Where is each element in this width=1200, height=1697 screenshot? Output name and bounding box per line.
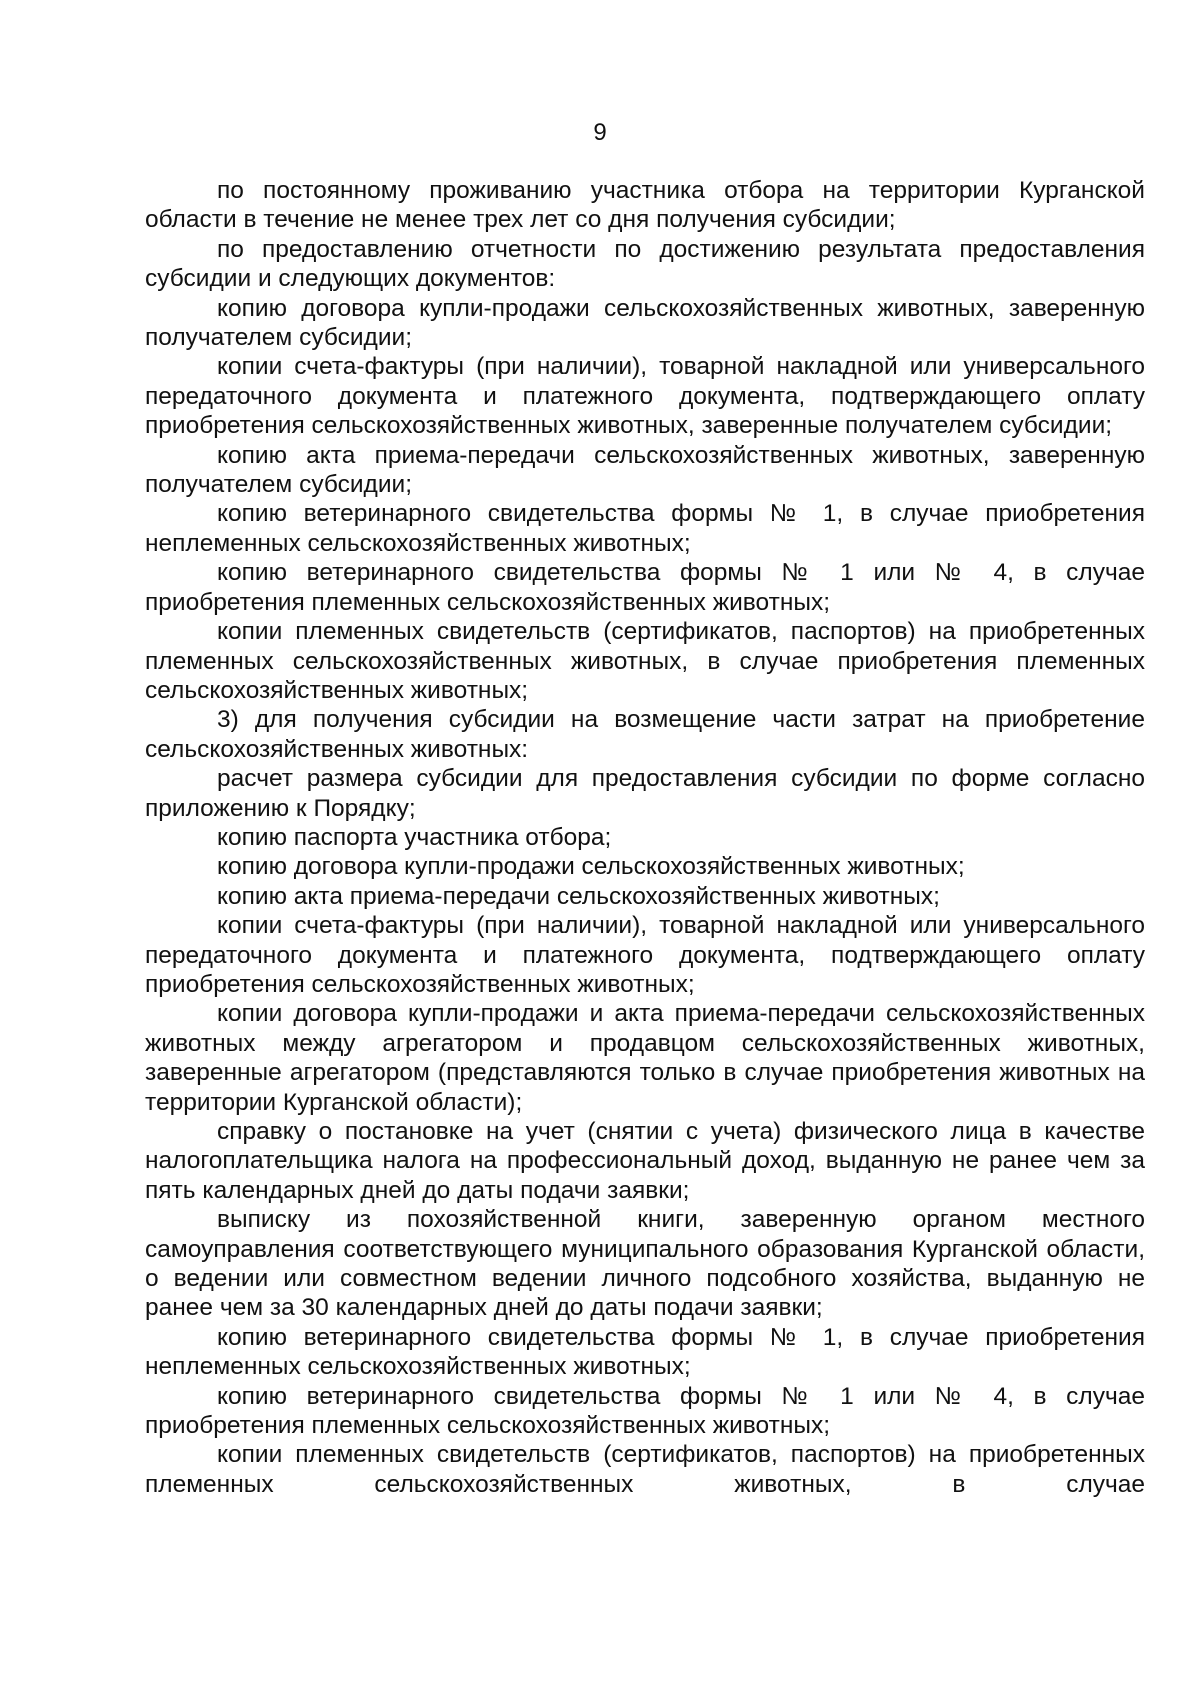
paragraph: копии племенных свидетельств (сертификатов, паспортов) на приобретенных племенных сельскохозяйственных животных, в случае приобретения племенных сельскохозяйственных животных; (145, 618, 1145, 704)
paragraph: справку о постановке на учет (снятии с учета) физического лица в качестве налогоплательщика налога на профессиональный доход, выданную не ранее чем за пять календарных дней до даты подачи заявки; (145, 1118, 1145, 1204)
paragraph: копию договора купли-продажи сельскохозяйственных животных, заверенную получателем субсидии; (145, 294, 1145, 352)
paragraph: копию ветеринарного свидетельства формы № 1, в случае приобретения неплеменных сельскохозяйственных животных; (145, 500, 1145, 557)
paragraph: копию ветеринарного свидетельства формы № 1, в случае приобретения неплеменных сельскохозяйственных животных; (145, 1323, 1145, 1381)
paragraph: копию договора купли-продажи сельскохозяйственных животных; (217, 853, 965, 881)
paragraph: копию ветеринарного свидетельства формы № 1 или № 4, в случае приобретения племенных сельскохозяйственных животных; (145, 1382, 1145, 1440)
document-body (145, 176, 1145, 1499)
paragraph: 3) для получения субсидии на возмещение части затрат на приобретение сельскохозяйственных животных: (145, 706, 1145, 763)
page-number: 9 (593, 119, 607, 146)
paragraph: выписку из похозяйственной книги, заверенную органом местного самоуправления соответствующего муниципального образования Курганской области, о ведении или совместном ведении личного подсобного хозяйства, выданную не ранее чем за 30 календарных дней до даты подачи заявки; (145, 1206, 1145, 1322)
paragraph: копии договора купли-продажи и акта приема-передачи сельскохозяйственных животных между агрегатором и продавцом сельскохозяйственных животных, заверенные агрегатором (представляются только в случае приобретения животных на территории Курганской области); (145, 1000, 1145, 1116)
paragraph: расчет размера субсидии для предоставления субсидии по форме согласно приложению к Порядку; (145, 765, 1145, 822)
paragraph: копию ветеринарного свидетельства формы № 1 или № 4, в случае приобретения племенных сельскохозяйственных животных; (145, 559, 1145, 616)
paragraph: по постоянному проживанию участника отбора на территории Курганской области в течение не менее трех лет со дня получения субсидии; (145, 177, 1145, 234)
paragraph: по предоставлению отчетности по достижению результата предоставления субсидии и следующих документов: (145, 235, 1145, 293)
paragraph: копии племенных свидетельств (сертификатов, паспортов) на приобретенных племенных сельскохозяйственных животных, в случае (145, 1441, 1145, 1498)
paragraph: копию паспорта участника отбора; (217, 823, 612, 851)
paragraph: копию акта приема-передачи сельскохозяйственных животных, заверенную получателем субсидии; (145, 441, 1145, 499)
paragraph: копию акта приема-передачи сельскохозяйственных животных; (217, 882, 940, 910)
paragraph: копии счета-фактуры (при наличии), товарной накладной или универсального передаточного документа и платежного документа, подтверждающего оплату приобретения сельскохозяйственных животных, заверенные получателем субсидии; (145, 353, 1145, 440)
paragraph: копии счета-фактуры (при наличии), товарной накладной или универсального передаточного документа и платежного документа, подтверждающего оплату приобретения сельскохозяйственных животных; (145, 912, 1145, 998)
